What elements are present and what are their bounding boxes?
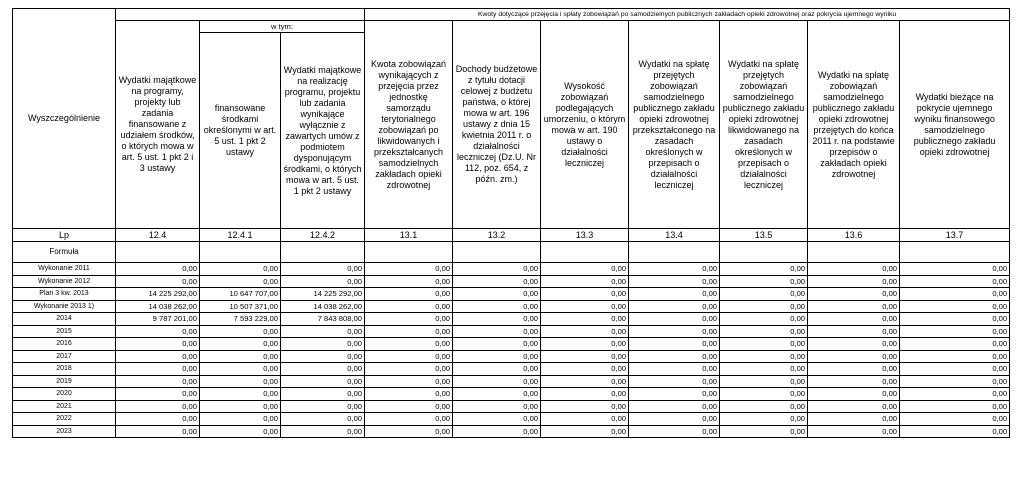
value-cell: 0,00 xyxy=(541,350,629,363)
value-cell: 0,00 xyxy=(365,300,453,313)
value-cell: 0,00 xyxy=(116,425,200,438)
lp-code: 13.3 xyxy=(541,229,629,242)
value-cell: 0,00 xyxy=(453,425,541,438)
value-cell: 0,00 xyxy=(281,400,365,413)
value-cell: 0,00 xyxy=(116,263,200,276)
row-label: 2021 xyxy=(13,400,116,413)
value-cell: 0,00 xyxy=(116,363,200,376)
formula-cell xyxy=(900,242,1010,263)
row-label: 2017 xyxy=(13,350,116,363)
value-cell: 0,00 xyxy=(808,363,900,376)
value-cell: 0,00 xyxy=(629,413,720,426)
formula-cell xyxy=(116,242,200,263)
value-cell: 0,00 xyxy=(453,338,541,351)
formula-cell xyxy=(808,242,900,263)
row-label: 2016 xyxy=(13,338,116,351)
value-cell: 7 843 808,00 xyxy=(281,313,365,326)
value-cell: 10 647 707,00 xyxy=(200,288,281,301)
value-cell: 0,00 xyxy=(453,325,541,338)
value-cell: 0,00 xyxy=(200,400,281,413)
value-cell: 0,00 xyxy=(900,275,1010,288)
lp-code: 12.4.2 xyxy=(281,229,365,242)
formula-label: Formuła xyxy=(13,242,116,263)
value-cell: 0,00 xyxy=(629,350,720,363)
value-cell: 0,00 xyxy=(900,313,1010,326)
value-cell: 0,00 xyxy=(808,425,900,438)
lp-code: 13.6 xyxy=(808,229,900,242)
value-cell: 0,00 xyxy=(453,388,541,401)
value-cell: 0,00 xyxy=(116,350,200,363)
header-kwoty-dotyczace: Kwoty dotyczące przejęcia i spłaty zobowiązań po samodzielnych publicznych zakładach opieki zdrowotnej oraz pokrycia ujemnego wyniku xyxy=(365,9,1010,21)
lp-code: 12.4 xyxy=(116,229,200,242)
lp-code: 13.2 xyxy=(453,229,541,242)
value-cell: 0,00 xyxy=(365,288,453,301)
value-cell: 0,00 xyxy=(629,263,720,276)
value-cell: 0,00 xyxy=(281,350,365,363)
value-cell: 0,00 xyxy=(453,350,541,363)
row-label: Wykonanie 2011 xyxy=(13,263,116,276)
table-row xyxy=(13,400,1010,413)
value-cell: 0,00 xyxy=(808,375,900,388)
value-cell: 0,00 xyxy=(116,338,200,351)
value-cell: 0,00 xyxy=(116,400,200,413)
value-cell: 0,00 xyxy=(808,313,900,326)
value-cell: 0,00 xyxy=(808,413,900,426)
value-cell: 7 593 229,00 xyxy=(200,313,281,326)
value-cell: 0,00 xyxy=(541,325,629,338)
value-cell: 9 787 201,00 xyxy=(116,313,200,326)
value-cell: 0,00 xyxy=(900,363,1010,376)
value-cell: 0,00 xyxy=(900,400,1010,413)
value-cell: 0,00 xyxy=(453,400,541,413)
value-cell: 0,00 xyxy=(365,350,453,363)
value-cell: 0,00 xyxy=(281,363,365,376)
header-col-13-5: Wydatki na spłatę przejętych zobowiązań samodzielnego publicznego zakładu opieki zdrowotnej likwidowanego na zasadach określonych w przepisach o działalności leczniczej xyxy=(720,21,808,229)
header-wyszczegolnienie: Wyszczególnienie xyxy=(13,9,116,229)
value-cell: 0,00 xyxy=(200,425,281,438)
value-cell: 0,00 xyxy=(629,400,720,413)
value-cell: 0,00 xyxy=(720,388,808,401)
lp-code: 13.5 xyxy=(720,229,808,242)
value-cell: 0,00 xyxy=(720,338,808,351)
formula-cell xyxy=(629,242,720,263)
value-cell: 0,00 xyxy=(541,313,629,326)
table-row xyxy=(13,300,1010,313)
value-cell: 0,00 xyxy=(365,413,453,426)
table-row xyxy=(13,363,1010,376)
value-cell: 14 038 262,00 xyxy=(116,300,200,313)
value-cell: 0,00 xyxy=(541,300,629,313)
table-row xyxy=(13,313,1010,326)
value-cell: 0,00 xyxy=(365,275,453,288)
value-cell: 0,00 xyxy=(541,338,629,351)
value-cell: 0,00 xyxy=(720,425,808,438)
table-row xyxy=(13,275,1010,288)
value-cell: 0,00 xyxy=(365,325,453,338)
value-cell: 0,00 xyxy=(720,325,808,338)
value-cell: 0,00 xyxy=(541,400,629,413)
value-cell: 0,00 xyxy=(116,275,200,288)
value-cell: 14 225 292,00 xyxy=(281,288,365,301)
lp-code: 13.4 xyxy=(629,229,720,242)
lp-code: 12.4.1 xyxy=(200,229,281,242)
value-cell: 0,00 xyxy=(900,300,1010,313)
header-w-tym: w tym: xyxy=(200,21,365,33)
value-cell: 0,00 xyxy=(453,313,541,326)
row-label: 2023 xyxy=(13,425,116,438)
value-cell: 0,00 xyxy=(629,375,720,388)
table-row xyxy=(13,325,1010,338)
table-row xyxy=(13,425,1010,438)
formula-cell xyxy=(453,242,541,263)
value-cell: 0,00 xyxy=(365,375,453,388)
value-cell: 0,00 xyxy=(200,363,281,376)
value-cell: 0,00 xyxy=(629,388,720,401)
value-cell: 0,00 xyxy=(200,325,281,338)
value-cell: 0,00 xyxy=(116,375,200,388)
value-cell: 0,00 xyxy=(629,275,720,288)
value-cell: 0,00 xyxy=(541,275,629,288)
lp-code: 13.1 xyxy=(365,229,453,242)
formula-cell xyxy=(720,242,808,263)
header-col-12-4-2: Wydatki majątkowe na realizację programu, projektu lub zadania wynikające wyłącznie z zawartych umów z podmiotem dysponującym środkami, o których mowa w art. 5 ust. 1 pkt 2 ustawy xyxy=(281,33,365,229)
formula-cell xyxy=(365,242,453,263)
value-cell: 0,00 xyxy=(541,388,629,401)
value-cell: 0,00 xyxy=(200,375,281,388)
table-row xyxy=(13,388,1010,401)
header-col-13-4: Wydatki na spłatę przejętych zobowiązań samodzielnego publicznego zakładu opieki zdrowotnej przekształconego na zasadach określonych w przepisach o działalności leczniczej xyxy=(629,21,720,229)
value-cell: 0,00 xyxy=(900,338,1010,351)
header-col-13-6: Wydatki na spłatę zobowiązań samodzielnego publicznego zakładu opieki zdrowotnej przejętych do końca 2011 r. na podstawie przepisów o zakładach opieki zdrowotnej xyxy=(808,21,900,229)
lp-code: 13.7 xyxy=(900,229,1010,242)
value-cell: 0,00 xyxy=(808,263,900,276)
table-row xyxy=(13,288,1010,301)
table-row xyxy=(13,413,1010,426)
value-cell: 0,00 xyxy=(629,288,720,301)
header-col-12-4-1: finansowane środkami określonymi w art. 5 ust. 1 pkt 2 ustawy xyxy=(200,33,281,229)
value-cell: 0,00 xyxy=(281,325,365,338)
formula-cell xyxy=(200,242,281,263)
value-cell: 0,00 xyxy=(720,300,808,313)
value-cell: 0,00 xyxy=(900,375,1010,388)
value-cell: 0,00 xyxy=(629,313,720,326)
value-cell: 0,00 xyxy=(900,325,1010,338)
value-cell: 0,00 xyxy=(200,275,281,288)
value-cell: 0,00 xyxy=(629,425,720,438)
value-cell: 0,00 xyxy=(116,325,200,338)
value-cell: 0,00 xyxy=(629,363,720,376)
financial-forecast-table xyxy=(12,8,1010,438)
value-cell: 14 038 262,00 xyxy=(281,300,365,313)
row-label: 2014 xyxy=(13,313,116,326)
formula-cell xyxy=(541,242,629,263)
row-label: Wykonanie 2012 xyxy=(13,275,116,288)
value-cell: 0,00 xyxy=(365,338,453,351)
value-cell: 0,00 xyxy=(365,363,453,376)
value-cell: 0,00 xyxy=(453,263,541,276)
value-cell: 0,00 xyxy=(281,425,365,438)
value-cell: 0,00 xyxy=(365,263,453,276)
value-cell: 0,00 xyxy=(365,400,453,413)
value-cell: 0,00 xyxy=(281,338,365,351)
value-cell: 0,00 xyxy=(900,350,1010,363)
value-cell: 0,00 xyxy=(200,350,281,363)
value-cell: 0,00 xyxy=(900,425,1010,438)
value-cell: 0,00 xyxy=(281,388,365,401)
value-cell: 0,00 xyxy=(281,375,365,388)
row-label: 2022 xyxy=(13,413,116,426)
value-cell: 0,00 xyxy=(365,313,453,326)
value-cell: 0,00 xyxy=(541,288,629,301)
value-cell: 0,00 xyxy=(200,263,281,276)
value-cell: 0,00 xyxy=(808,325,900,338)
value-cell: 0,00 xyxy=(720,400,808,413)
value-cell: 0,00 xyxy=(116,413,200,426)
value-cell: 0,00 xyxy=(116,388,200,401)
header-col-13-3: Wysokość zobowiązań podlegających umorzeniu, o którym mowa w art. 190 ustawy o działalności leczniczej xyxy=(541,21,629,229)
row-label: Plan 3 kw. 2013 xyxy=(13,288,116,301)
value-cell: 0,00 xyxy=(541,263,629,276)
value-cell: 0,00 xyxy=(453,275,541,288)
value-cell: 0,00 xyxy=(720,350,808,363)
value-cell: 0,00 xyxy=(200,388,281,401)
table-row xyxy=(13,350,1010,363)
value-cell: 0,00 xyxy=(281,275,365,288)
row-label: 2015 xyxy=(13,325,116,338)
value-cell: 0,00 xyxy=(281,263,365,276)
header-blank xyxy=(116,9,365,21)
value-cell: 0,00 xyxy=(720,275,808,288)
value-cell: 0,00 xyxy=(808,275,900,288)
value-cell: 0,00 xyxy=(629,338,720,351)
value-cell: 0,00 xyxy=(541,363,629,376)
value-cell: 10 507 371,00 xyxy=(200,300,281,313)
value-cell: 0,00 xyxy=(720,313,808,326)
value-cell: 0,00 xyxy=(541,425,629,438)
value-cell: 0,00 xyxy=(453,300,541,313)
table-row xyxy=(13,263,1010,276)
value-cell: 0,00 xyxy=(541,413,629,426)
value-cell: 0,00 xyxy=(720,263,808,276)
value-cell: 0,00 xyxy=(808,350,900,363)
value-cell: 0,00 xyxy=(720,413,808,426)
header-col-13-1: Kwota zobowiązań wynikających z przejęcia przez jednostkę samorządu terytorialnego zobowiązań po likwidowanych i przekształcanych samodzielnych zakładach opieki zdrowotnej xyxy=(365,21,453,229)
value-cell: 0,00 xyxy=(808,400,900,413)
value-cell: 0,00 xyxy=(629,300,720,313)
value-cell: 0,00 xyxy=(453,363,541,376)
value-cell: 0,00 xyxy=(453,375,541,388)
value-cell: 0,00 xyxy=(200,338,281,351)
value-cell: 0,00 xyxy=(453,413,541,426)
table-row xyxy=(13,338,1010,351)
value-cell: 14 225 292,00 xyxy=(116,288,200,301)
value-cell: 0,00 xyxy=(365,388,453,401)
value-cell: 0,00 xyxy=(808,288,900,301)
value-cell: 0,00 xyxy=(808,388,900,401)
row-label: 2020 xyxy=(13,388,116,401)
value-cell: 0,00 xyxy=(900,263,1010,276)
header-col-12-4: Wydatki majątkowe na programy, projekty lub zadania finansowane z udziałem środków, o których mowa w art. 5 ust. 1 pkt 2 i 3 ustawy xyxy=(116,21,200,229)
header-col-13-7: Wydatki bieżące na pokrycie ujemnego wyniku finansowego samodzielnego publicznego zakładu opieki zdrowotnej xyxy=(900,21,1010,229)
value-cell: 0,00 xyxy=(808,300,900,313)
row-label: 2018 xyxy=(13,363,116,376)
formula-cell xyxy=(281,242,365,263)
value-cell: 0,00 xyxy=(900,388,1010,401)
value-cell: 0,00 xyxy=(541,375,629,388)
value-cell: 0,00 xyxy=(365,425,453,438)
header-col-13-2: Dochody budżetowe z tytułu dotacji celowej z budżetu państwa, o której mowa w art. 196 ustawy z dnia 15 kwietnia 2011 r. o działalności leczniczej (Dz.U. Nr 112, poz. 654, z późn. zm.) xyxy=(453,21,541,229)
row-label: Wykonanie 2013 1) xyxy=(13,300,116,313)
row-label: 2019 xyxy=(13,375,116,388)
value-cell: 0,00 xyxy=(453,288,541,301)
lp-label: Lp xyxy=(13,229,116,242)
value-cell: 0,00 xyxy=(900,288,1010,301)
value-cell: 0,00 xyxy=(900,413,1010,426)
value-cell: 0,00 xyxy=(629,325,720,338)
value-cell: 0,00 xyxy=(281,413,365,426)
table-row xyxy=(13,375,1010,388)
value-cell: 0,00 xyxy=(720,363,808,376)
value-cell: 0,00 xyxy=(720,288,808,301)
value-cell: 0,00 xyxy=(808,338,900,351)
value-cell: 0,00 xyxy=(720,375,808,388)
value-cell: 0,00 xyxy=(200,413,281,426)
